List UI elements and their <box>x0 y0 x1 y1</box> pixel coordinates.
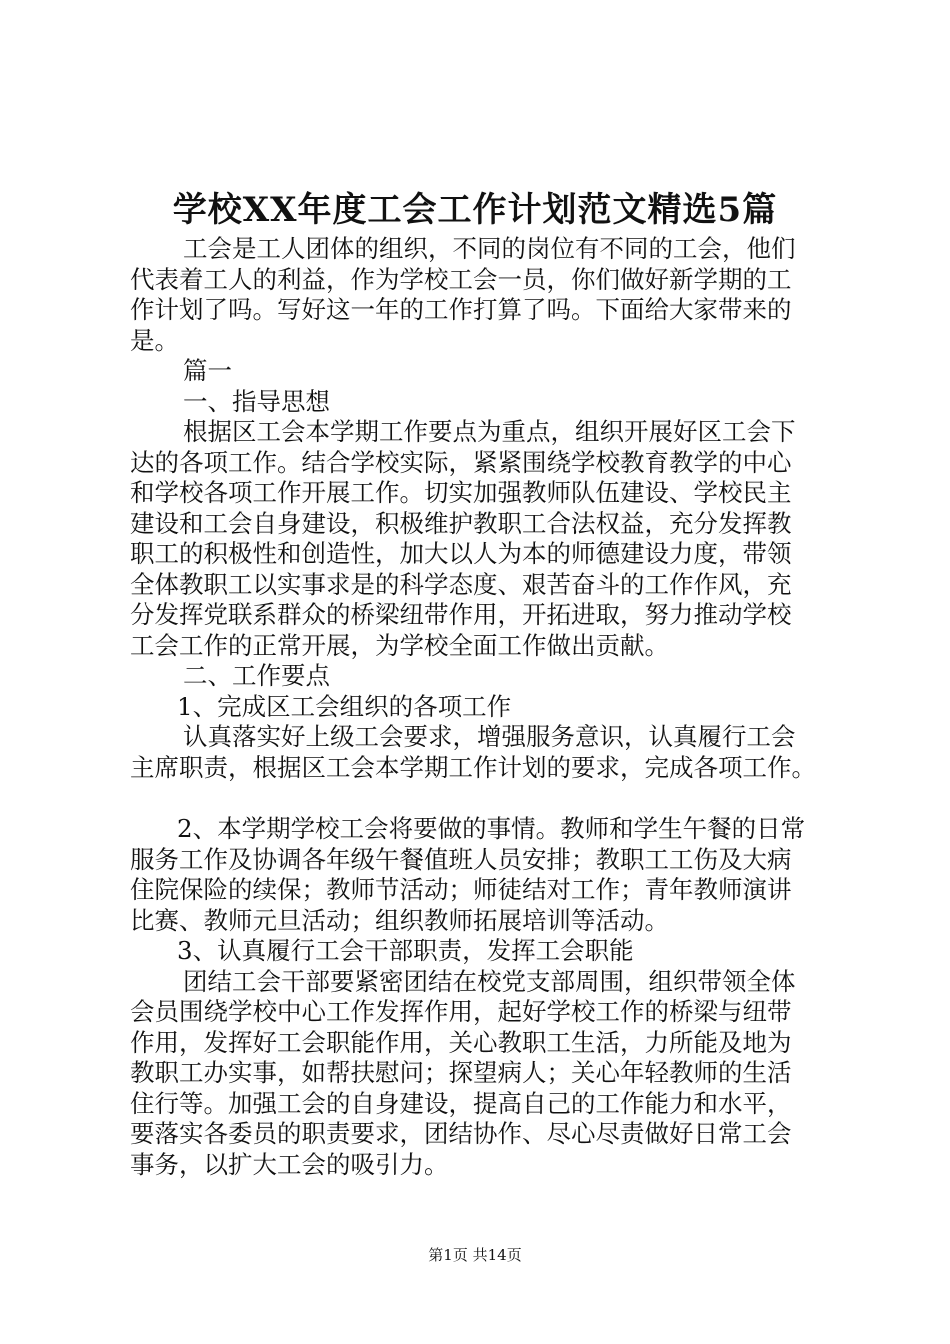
body-line: 主席职责，根据区工会本学期工作计划的要求，完成各项工作。 <box>130 752 816 782</box>
body-line: 达的各项工作。结合学校实际，紧紧围绕学校教育教学的中心 <box>130 447 792 477</box>
document-title: 学校XX年度工会工作计划范文精选5篇 <box>172 190 778 230</box>
body-line: 会员围绕学校中心工作发挥作用，起好学校工作的桥梁与纽带 <box>130 997 792 1026</box>
section-heading: 一、指导思想 <box>183 386 330 416</box>
body-line: 建设和工会自身建设，积极维护教职工合法权益，充分发挥教 <box>130 508 792 538</box>
body-line: 事务，以扩大工会的吸引力。 <box>130 1149 449 1179</box>
body-line: 是。 <box>130 325 179 355</box>
body-line: 教职工办实事，如帮扶慰问；探望病人；关心年轻教师的生活 <box>130 1058 792 1087</box>
paragraph-gap <box>130 783 840 814</box>
body-line: 认真落实好上级工会要求，增强服务意识，认真履行工会 <box>183 722 796 751</box>
body-line: 比赛、教师元旦活动；组织教师拓展培训等活动。 <box>130 905 669 935</box>
section-heading: 二、工作要点 <box>183 661 330 690</box>
body-line: 住院保险的续保；教师节活动；师徒结对工作；青年教师演讲 <box>130 875 792 904</box>
body-line: 作计划了吗。写好这一年的工作打算了吗。下面给大家带来的 <box>130 295 792 324</box>
body-line: 作用，发挥好工会职能作用，关心教职工生活，力所能及地为 <box>130 1027 792 1057</box>
body-line: 服务工作及协调各年级午餐值班人员安排；教职工工伤及大病 <box>130 844 792 874</box>
subsection-heading: 3、认真履行工会干部职责，发挥工会职能 <box>177 936 634 965</box>
body-line: 职工的积极性和创造性，加大以人为本的师德建设力度，带领 <box>130 539 792 568</box>
body-line: 全体教职工以实事求是的科学态度、艰苦奋斗的工作作风，充 <box>130 569 792 599</box>
subsection-heading: 1、完成区工会组织的各项工作 <box>177 691 512 721</box>
body-line: 根据区工会本学期工作要点为重点，组织开展好区工会下 <box>183 417 796 446</box>
document-body <box>130 234 840 1180</box>
body-line: 工会是工人团体的组织，不同的岗位有不同的工会，他们 <box>183 234 796 263</box>
body-line: 代表着工人的利益，作为学校工会一员，你们做好新学期的工 <box>130 264 792 294</box>
section-heading: 篇一 <box>183 356 232 385</box>
body-line: 要落实各委员的职责要求，团结协作、尽心尽责做好日常工会 <box>130 1119 792 1148</box>
body-line: 工会工作的正常开展，为学校全面工作做出贡献。 <box>130 630 669 660</box>
body-line: 分发挥党联系群众的桥梁纽带作用，开拓进取，努力推动学校 <box>130 600 792 629</box>
body-line: 住行等。加强工会的自身建设，提高自己的工作能力和水平， <box>130 1088 792 1118</box>
body-line: 和学校各项工作开展工作。切实加强教师队伍建设、学校民主 <box>130 478 792 507</box>
body-line: 团结工会干部要紧密团结在校党支部周围，组织带领全体 <box>183 966 796 996</box>
body-line: 2、本学期学校工会将要做的事情。教师和学生午餐的日常 <box>177 814 806 843</box>
page-number: 第1页 共14页 <box>428 1246 522 1264</box>
